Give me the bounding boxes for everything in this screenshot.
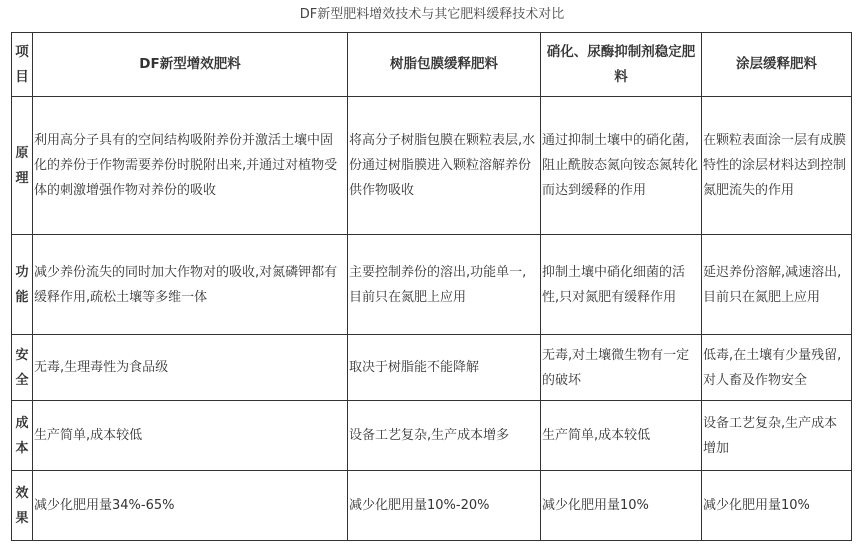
row-label: 原理	[12, 97, 33, 235]
table-cell: 在颗粒表面涂一层有成膜特性的涂层材料达到控制氮肥流失的作用	[702, 97, 852, 235]
table-cell: 主要控制养份的溶出,功能单一,目前只在氮肥上应用	[348, 235, 541, 335]
table-cell: 抑制土壤中硝化细菌的活性,只对氮肥有缓释作用	[541, 235, 702, 335]
header-row	[12, 33, 852, 97]
table-caption: DF新型肥料增效技术与其它肥料缓释技术对比	[299, 7, 565, 22]
table-cell: 设备工艺复杂,生产成本增加	[702, 401, 852, 471]
table-cell: 通过抑制土壤中的硝化菌,阻止酰胺态氮向铵态氮转化而达到缓释的作用	[541, 97, 702, 235]
table-cell: 减少养份流失的同时加大作物对的吸收,对氮磷钾都有缓释作用,疏松土壤等多维一体	[33, 235, 348, 335]
table-cell: 无毒,生理毒性为食品级	[33, 335, 348, 401]
row-label: 成本	[12, 401, 33, 471]
table-cell: 取决于树脂能不能降解	[348, 335, 541, 401]
table-row-function	[12, 235, 852, 335]
row-label: 安全	[12, 335, 33, 401]
table-row-cost	[12, 401, 852, 471]
table-cell: 生产简单,成本较低	[541, 401, 702, 471]
table-cell: 减少化肥用量10%	[541, 471, 702, 541]
table-cell: 利用高分子具有的空间结构吸附养份并激活土壤中固化的养份于作物需要养份时脱附出来,并通过对植物受体的刺激增强作物对养份的吸收	[33, 97, 348, 235]
table-cell: 设备工艺复杂,生产成本增多	[348, 401, 541, 471]
header-coating-release: 涂层缓释肥料	[702, 33, 852, 97]
table-cell: 低毒,在土壤有少量残留,对人畜及作物安全	[702, 335, 852, 401]
table-row-safety	[12, 335, 852, 401]
header-resin-coated: 树脂包膜缓释肥料	[348, 33, 541, 97]
table-cell: 延迟养份溶解,减速溶出,目前只在氮肥上应用	[702, 235, 852, 335]
table-row-effect	[12, 471, 852, 541]
table-cell: 减少化肥用量34%-65%	[33, 471, 348, 541]
header-item: 项目	[12, 33, 33, 97]
table-cell: 减少化肥用量10%	[702, 471, 852, 541]
table-cell: 无毒,对土壤微生物有一定的破坏	[541, 335, 702, 401]
table-cell: 将高分子树脂包膜在颗粒表层,水份通过树脂膜进入颗粒溶解养份供作物吸收	[348, 97, 541, 235]
table-cell: 减少化肥用量10%-20%	[348, 471, 541, 541]
table-cell: 生产简单,成本较低	[33, 401, 348, 471]
row-label: 功能	[12, 235, 33, 335]
header-df-fertilizer: DF新型增效肥料	[33, 33, 348, 97]
row-label: 效果	[12, 471, 33, 541]
table-row-principle	[12, 97, 852, 235]
comparison-table	[11, 32, 852, 541]
header-inhibitor-stabilized: 硝化、尿酶抑制剂稳定肥料	[541, 33, 702, 97]
